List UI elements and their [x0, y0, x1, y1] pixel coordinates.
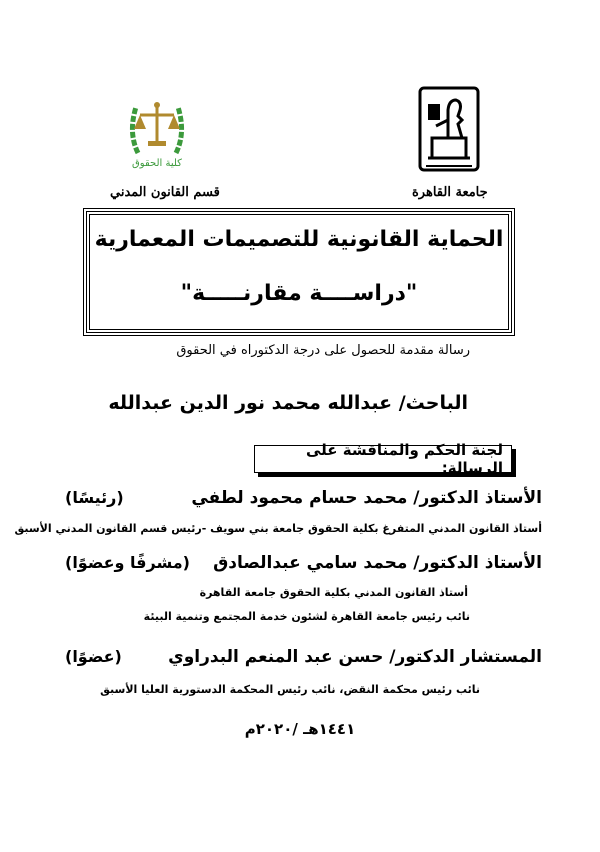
committee-heading	[254, 441, 512, 477]
faculty-of-law-logo	[126, 93, 188, 171]
committee-member-1-name: الأستاذ الدكتور/ محمد حسام محمود لطفي	[191, 488, 542, 508]
thesis-purpose: رسالة مقدمة للحصول على درجة الدكتوراه في الحقوق	[176, 343, 470, 358]
thesis-title: الحماية القانونية للتصميمات المعمارية	[94, 227, 504, 252]
committee-member-2-name: الأستاذ الدكتور/ محمد سامي عبدالصادق	[213, 553, 542, 573]
cairo-university-logo	[418, 86, 480, 172]
committee-member-1-desc: أستاذ القانون المدني المتفرغ بكلية الحقوق جامعة بني سويف -رئيس قسم القانون المدني الأسبق	[14, 522, 542, 535]
committee-member-2-desc-1: أستاذ القانون المدني بكلية الحقوق جامعة القاهرة	[199, 586, 468, 599]
committee-member-2-desc-2: نائب رئيس جامعة القاهرة لشئون خدمة المجتمع وتنمية البيئة	[143, 610, 470, 623]
department-name: قسم القانون المدني	[110, 185, 220, 200]
svg-text:كلية الحقوق: كلية الحقوق	[132, 158, 182, 169]
committee-member-3-name: المستشار الدكتور/ حسن عبد المنعم البدراوي	[168, 647, 542, 667]
university-name: جامعة القاهرة	[412, 185, 488, 200]
committee-member-3-role: (عضوًا)	[65, 647, 122, 666]
thesis-date: ١٤٤١هـ /٢٠٢٠م	[244, 720, 356, 738]
committee-member-1-role: (رئيسًا)	[65, 488, 124, 507]
committee-heading-label: لجنة الحكم والمناقشة على الرسالة:	[305, 441, 503, 477]
researcher-name: الباحث/ عبدالله محمد نور الدين عبدالله	[108, 392, 468, 414]
title-box	[86, 211, 512, 333]
committee-member-3-desc: نائب رئيس محكمة النقض، نائب رئيس المحكمة الدستورية العليا الأسبق	[100, 683, 480, 696]
committee-member-2-role: (مشرفًا وعضوًا)	[65, 553, 190, 572]
thesis-subtitle: "دراســــة مقارنـــــة"	[180, 281, 418, 306]
